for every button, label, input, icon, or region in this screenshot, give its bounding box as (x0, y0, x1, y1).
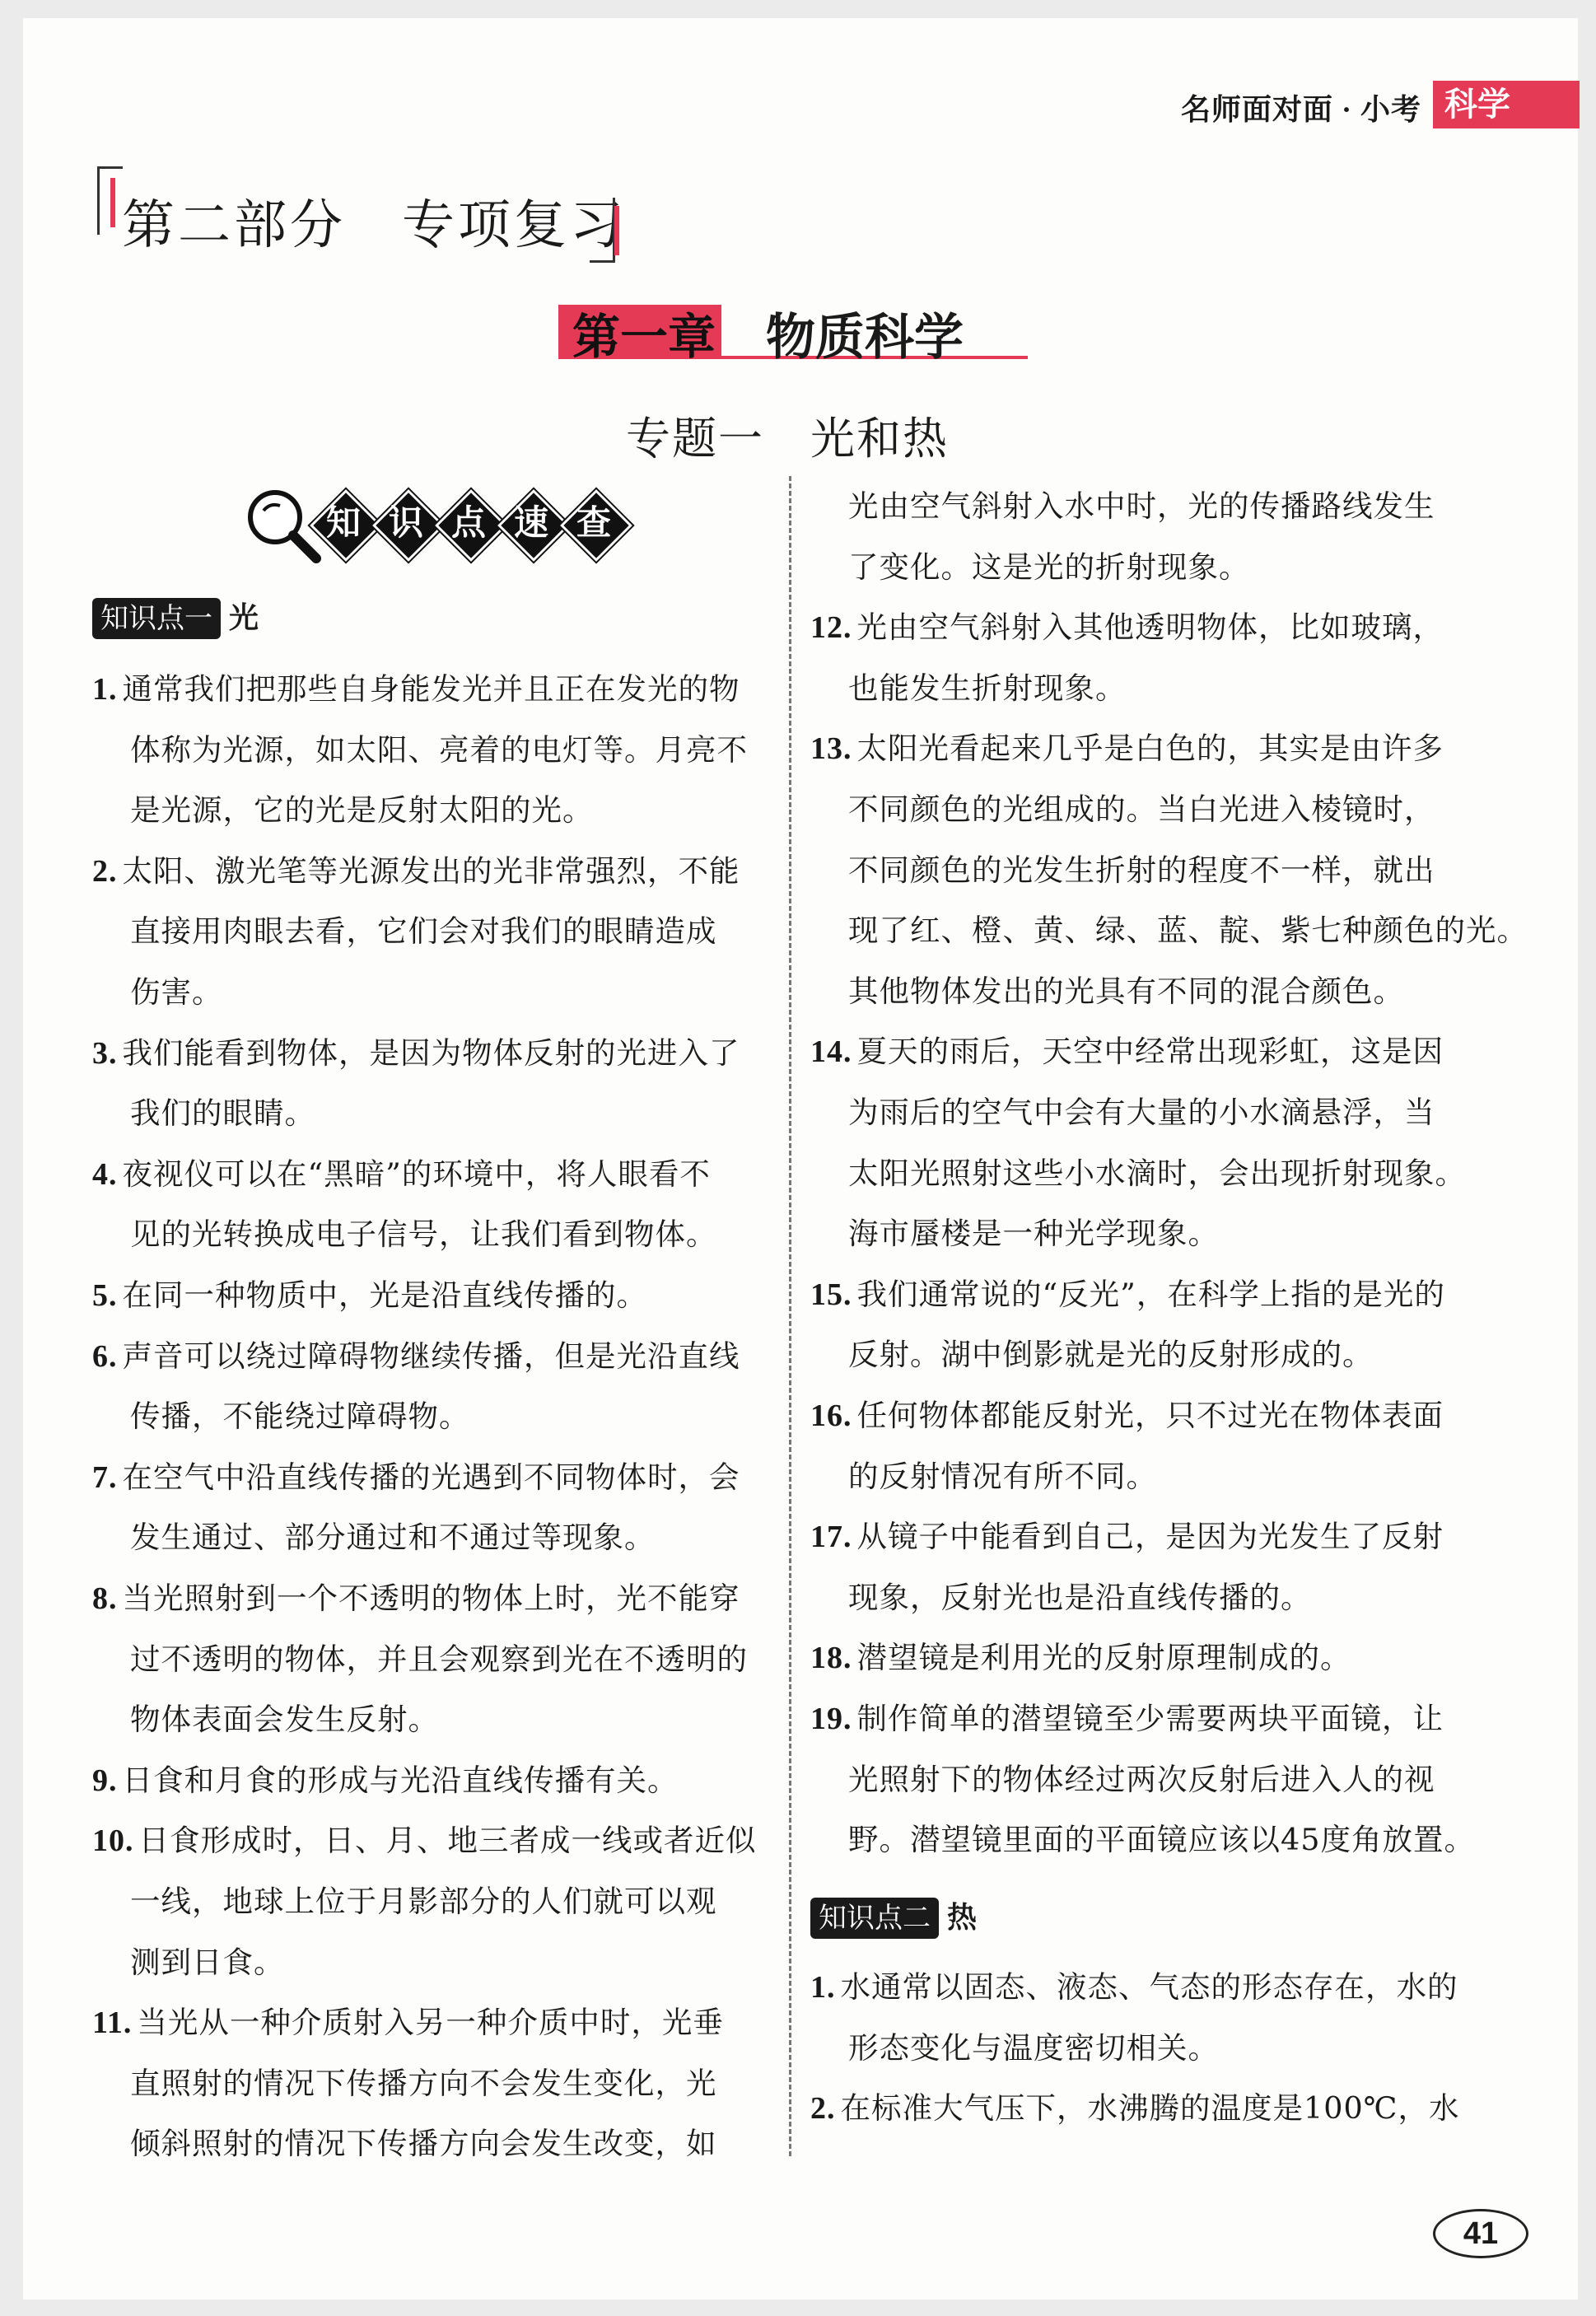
text-line (848, 1446, 1157, 1507)
text-line (92, 1447, 740, 1508)
topic-title: 专题一 光和热 (626, 413, 949, 465)
item-text: 传播，不能绕过障碍物。 (130, 1398, 470, 1435)
text-line (130, 1629, 748, 1690)
item-text: 过不透明的物体，并且会观察到光在不透明的 (130, 1641, 748, 1677)
item-text: 不同颜色的光发生折射的程度不一样，就出 (848, 852, 1435, 888)
banner-char-3: 速 (501, 493, 562, 553)
text-line (92, 1810, 757, 1871)
text-line (810, 1627, 1351, 1688)
item-text: 的反射情况有所不同。 (848, 1458, 1157, 1494)
text-line (810, 1688, 1444, 1749)
text-line (848, 1082, 1435, 1143)
text-line (810, 718, 1444, 779)
text-line (92, 1144, 711, 1205)
item-text: 制作简单的潜望镜至少需要两块平面镜，让 (856, 1701, 1444, 1736)
banner-char-4: 查 (563, 493, 624, 553)
item-text: 在标准大气压下，水沸腾的温度是100℃，水 (840, 2090, 1460, 2127)
text-line (92, 1023, 740, 1084)
text-line (92, 1326, 740, 1387)
item-text: 夏天的雨后，天空中经常出现彩虹，这是因 (856, 1034, 1444, 1070)
item-text: 我们的眼睛。 (130, 1095, 315, 1132)
item-text: 我们通常说的“反光”，在科学上指的是光的 (856, 1276, 1445, 1312)
item-text: 一线，地球上位于月影部分的人们就可以观 (130, 1884, 717, 1919)
item-text: 当光照射到一个不透明的物体上时，光不能穿 (122, 1581, 740, 1616)
item-number: 9. (92, 1763, 118, 1798)
text-line (92, 1992, 724, 2053)
item-text: 太阳光照射这些小水滴时，会出现折射现象。 (848, 1155, 1466, 1191)
item-text: 为雨后的空气中会有大量的小水滴悬浮，当 (848, 1095, 1435, 1130)
item-text: 海市蜃楼是一种光学现象。 (848, 1216, 1219, 1252)
knowledge-point-2-header (810, 1894, 977, 1939)
item-number: 1. (810, 1970, 836, 2005)
knowledge-point-1-header (92, 595, 259, 639)
text-line (130, 1083, 315, 1144)
text-line (810, 2078, 1460, 2139)
item-text: 从镜子中能看到自己，是因为光发生了反射 (856, 1519, 1444, 1555)
knowledge-point-2-badge: 知识点二 (810, 1898, 939, 1939)
text-line (130, 2113, 717, 2174)
chapter-number: 第一章 (572, 309, 716, 365)
item-text: 光由空气斜射入水中时，光的传播路线发生 (848, 488, 1435, 524)
item-text: 反射。湖中倒影就是光的反射形成的。 (848, 1337, 1374, 1373)
text-line (848, 1324, 1374, 1385)
text-line (130, 1386, 470, 1447)
item-number: 10. (92, 1823, 134, 1859)
item-text: 通常我们把那些自身能发光并且正在发光的物 (122, 671, 740, 707)
item-number: 1. (92, 672, 118, 707)
item-number: 7. (92, 1459, 118, 1495)
item-number: 17. (810, 1520, 852, 1555)
text-line (130, 1689, 439, 1750)
text-line (130, 780, 594, 841)
text-line (810, 1957, 1458, 2018)
part-title: 第二部分 专项复习 (122, 195, 626, 256)
item-text: 日食形成时，日、月、地三者成一线或者近似 (138, 1823, 757, 1859)
banner-char-0: 知 (313, 493, 374, 553)
text-line (130, 1507, 656, 1568)
item-text: 现象，反射光也是沿直线传播的。 (848, 1579, 1312, 1615)
text-line (130, 962, 223, 1023)
item-text: 体称为光源，如太阳、亮着的电灯等。月亮不 (130, 731, 748, 768)
subject-badge: 科学 (1433, 81, 1580, 128)
item-text: 太阳光看起来几乎是白色的，其实是由许多 (856, 731, 1444, 767)
item-text: 声音可以绕过障碍物继续传播，但是光沿直线 (122, 1338, 740, 1374)
text-line (848, 1143, 1466, 1204)
item-text: 夜视仪可以在“黑暗”的环境中，将人眼看不 (122, 1156, 711, 1192)
banner-char-2: 点 (438, 493, 499, 553)
item-number: 16. (810, 1398, 852, 1433)
text-line (92, 1568, 740, 1629)
chapter-title: 物质科学 (766, 309, 964, 367)
item-text: 我们能看到物体，是因为物体反射的光进入了 (122, 1034, 740, 1071)
text-line (130, 1871, 717, 1932)
text-line (810, 1264, 1445, 1325)
item-text: 直接用肉眼去看，它们会对我们的眼睛造成 (130, 913, 717, 950)
item-number: 12. (810, 610, 852, 646)
text-line (92, 1750, 679, 1811)
item-text: 任何物体都能反射光，只不过光在物体表面 (856, 1398, 1444, 1433)
item-number: 6. (92, 1338, 118, 1374)
item-text: 了变化。这是光的折射现象。 (848, 549, 1250, 585)
item-number: 8. (92, 1581, 118, 1616)
item-text: 光照射下的物体经过两次反射后进入人的视 (848, 1761, 1435, 1797)
item-number: 13. (810, 731, 852, 767)
item-text: 野。潜望镜里面的平面镜应该以45度角放置。 (848, 1822, 1475, 1858)
text-line (810, 1385, 1444, 1446)
item-number: 2. (810, 2091, 836, 2127)
item-text: 不同颜色的光组成的。当白光进入棱镜时， (848, 791, 1435, 827)
item-text: 日食和月食的形成与光沿直线传播有关。 (122, 1762, 679, 1798)
item-text: 是光源，它的光是反射太阳的光。 (130, 792, 594, 829)
item-number: 2. (92, 853, 118, 889)
series-title: 名师面对面 · 小考 (1180, 93, 1421, 126)
item-number: 3. (92, 1035, 118, 1071)
item-text: 测到日食。 (130, 1944, 285, 1980)
text-line (848, 658, 1127, 719)
item-number: 11. (92, 2005, 133, 2041)
item-text: 也能发生折射现象。 (848, 670, 1127, 706)
text-line (92, 659, 740, 720)
item-text: 光由空气斜射入其他透明物体，比如玻璃， (856, 609, 1444, 646)
text-line (848, 961, 1404, 1022)
text-line (92, 841, 740, 902)
text-line (848, 840, 1435, 901)
text-line (130, 2053, 717, 2114)
text-line (848, 1203, 1219, 1264)
item-text: 现了红、橙、黄、绿、蓝、靛、紫七种颜色的光。 (848, 913, 1528, 949)
text-line (848, 1749, 1435, 1810)
item-number: 4. (92, 1156, 118, 1192)
part-bracket-right-accent (606, 206, 619, 255)
item-text: 直照射的情况下传播方向不会发生变化，光 (130, 2065, 717, 2101)
text-line (848, 2018, 1219, 2079)
item-number: 14. (810, 1034, 852, 1070)
knowledge-point-2-title: 热 (947, 1901, 978, 1935)
item-text: 发生通过、部分通过和不通过等现象。 (130, 1520, 656, 1556)
text-line (130, 1204, 717, 1265)
text-line (130, 901, 717, 962)
knowledge-point-1-badge: 知识点一 (92, 598, 221, 639)
item-text: 物体表面会发生反射。 (130, 1702, 439, 1738)
item-text: 其他物体发出的光具有不同的混合颜色。 (848, 973, 1404, 1009)
column-divider (789, 476, 791, 2156)
item-text: 当光从一种介质射入另一种介质中时，光垂 (137, 2005, 724, 2041)
text-line (848, 1809, 1475, 1870)
item-number: 18. (810, 1641, 852, 1676)
page-number: 41 (1433, 2209, 1528, 2258)
item-text: 太阳、激光笔等光源发出的光非常强烈，不能 (122, 852, 740, 889)
item-number: 15. (810, 1277, 852, 1312)
knowledge-point-1-title: 光 (229, 601, 259, 635)
text-line (810, 1021, 1444, 1082)
item-text: 潜望镜是利用光的反射原理制成的。 (856, 1640, 1351, 1676)
item-text: 形态变化与温度密切相关。 (848, 2029, 1219, 2066)
item-text: 在同一种物质中，光是沿直线传播的。 (122, 1277, 647, 1313)
item-text: 在空气中沿直线传播的光遇到不同物体时，会 (122, 1459, 740, 1495)
text-line (130, 1932, 285, 1993)
text-line (848, 1567, 1312, 1628)
item-text: 水通常以固态、液态、气态的形态存在，水的 (840, 1969, 1458, 2005)
text-line (130, 720, 748, 781)
banner-char-1: 识 (376, 493, 436, 553)
item-text: 倾斜照射的情况下传播方向会发生改变，如 (130, 2126, 717, 2162)
text-line (848, 476, 1435, 537)
text-line (810, 597, 1444, 658)
text-line (810, 1506, 1444, 1567)
text-line (92, 1265, 647, 1326)
item-number: 19. (810, 1702, 852, 1736)
text-line (848, 900, 1528, 961)
text-line (848, 537, 1250, 598)
item-text: 见的光转换成电子信号，让我们看到物体。 (130, 1216, 717, 1253)
text-line (848, 779, 1435, 840)
item-number: 5. (92, 1278, 118, 1313)
item-text: 伤害。 (130, 974, 223, 1010)
